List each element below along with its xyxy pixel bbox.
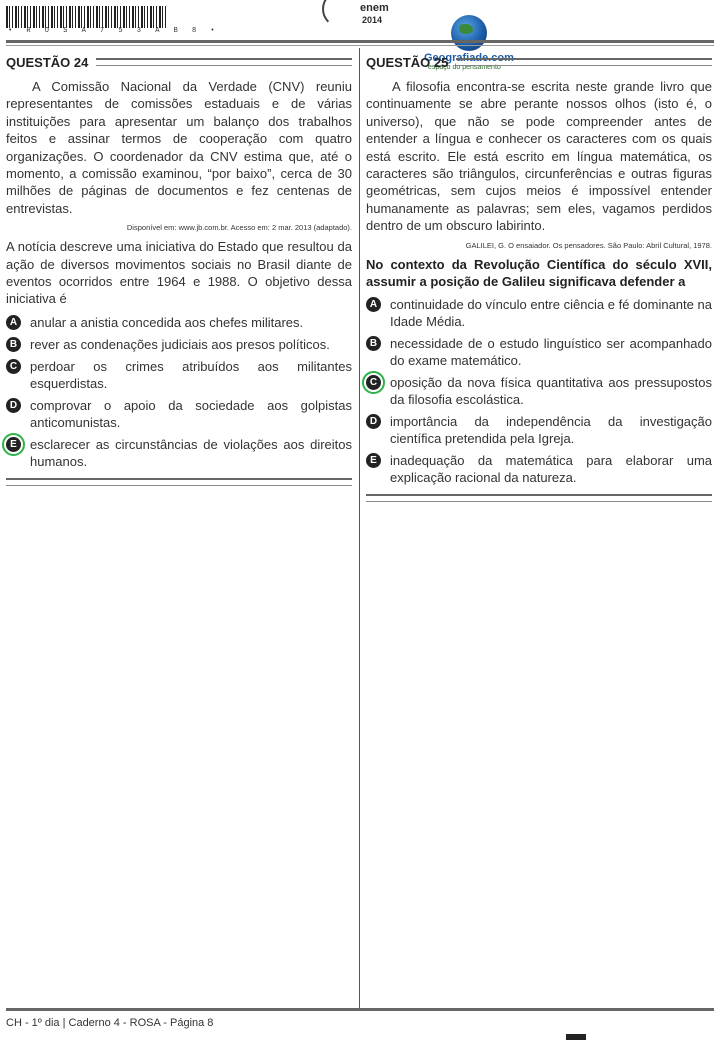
option-text: importância da independência da investigação científica pretendida pela Igreja.	[390, 414, 712, 447]
option-b[interactable]	[6, 336, 352, 353]
header-divider-thin	[6, 45, 714, 46]
header-rule	[96, 58, 352, 66]
option-b[interactable]	[366, 335, 712, 369]
question-source: Disponível em: www.jb.com.br. Acesso em: 2 mar. 2013 (adaptado).	[126, 223, 352, 233]
page-footer: CH - 1º dia | Caderno 4 - ROSA - Página 8	[6, 1017, 214, 1029]
watermark-site: Geografiade.com	[424, 52, 514, 64]
question-header	[6, 52, 352, 72]
option-c[interactable]	[366, 374, 712, 408]
question-24	[6, 52, 352, 486]
option-a[interactable]	[6, 314, 352, 331]
barcode	[6, 6, 166, 28]
footer-divider	[6, 1008, 714, 1011]
logo-year: 2014	[362, 15, 383, 25]
header-divider	[6, 40, 714, 43]
question-prompt: A notícia descreve uma iniciativa do Estado que resultou da ação de diversos movimentos sociais no Brasil diante de eventos ocorridos entre 1964 e 1988. O objetivo dessa iniciativa é	[6, 239, 352, 307]
option-text: comprovar o apoio da sociedade aos golpistas anticomunistas.	[30, 397, 352, 430]
end-rule	[366, 494, 712, 502]
watermark-tagline: espaço do pensamento	[428, 64, 501, 71]
answer-options	[6, 314, 352, 470]
option-letter: D	[366, 414, 381, 429]
answer-options	[366, 296, 712, 486]
logo-swirl-icon	[322, 0, 360, 28]
question-header	[366, 52, 712, 72]
option-text: perdoar os crimes atribuídos aos militantes esquerdistas.	[30, 358, 352, 391]
question-title: QUESTÃO 25	[366, 54, 449, 70]
option-e[interactable]	[6, 436, 352, 470]
option-c[interactable]	[6, 358, 352, 392]
end-rule	[6, 478, 352, 486]
option-text: necessidade de o estudo linguístico ser acompanhado do exame matemático.	[390, 336, 712, 369]
column-divider	[359, 48, 360, 1008]
question-text: A filosofia encontra-se escrita neste grande livro que continuamente se abre perante nossos olhos (isto é, o universo), que não se pode compreender antes de entender a língua e conhecer os caracteres com os quais está escrito. Ele está escrito em língua matemática, os caracteres são triângulos, circunferências e outras figuras geométricas, sem cujos meios é impossível entender humanamente as palavras; sem eles, vagamos perdidos dentro de um obscuro labirinto.	[366, 79, 712, 234]
question-title: QUESTÃO 24	[6, 54, 89, 70]
header-rule	[456, 58, 712, 66]
option-text: rever as condenações judiciais aos presos políticos.	[30, 336, 330, 352]
option-text: inadequação da matemática para elaborar uma explicação racional da natureza.	[390, 453, 712, 486]
enem-logo	[322, 0, 392, 30]
question-source: GALILEI, G. O ensaiador. Os pensadores. São Paulo: Abril Cultural, 1978.	[465, 240, 712, 250]
option-letter: D	[6, 398, 21, 413]
logo-text: enem	[360, 2, 389, 14]
option-text: anular a anistia concedida aos chefes militares.	[30, 314, 304, 330]
option-letter-marked: E	[6, 437, 21, 452]
option-text: oposição da nova física quantitativa aos pressupostos da filosofia escolástica.	[390, 375, 712, 408]
question-prompt: No contexto da Revolução Científica do século XVII, assumir a posição de Galileu significava defender a	[366, 256, 712, 290]
option-text: esclarecer as circunstâncias de violações aos direitos humanos.	[30, 436, 352, 469]
corner-mark	[566, 1034, 586, 1040]
option-d[interactable]	[6, 397, 352, 431]
option-d[interactable]	[366, 413, 712, 447]
question-text: A Comissão Nacional da Verdade (CNV) reuniu representantes de comissões estaduais e de várias instituições para apresentar um balanço dos trabalhos feitos e assinar termos de cooperação com quatro organizações. O coordenador da CNV estima que, até o momento, a comissão examinou, “por baixo”, cerca de 30 milhões de páginas de documentos e fez centenas de entrevistas.	[6, 79, 352, 216]
question-25	[366, 52, 712, 502]
option-letter: E	[366, 453, 381, 468]
option-letter: B	[6, 337, 21, 352]
option-letter: C	[6, 359, 21, 374]
option-letter: A	[366, 297, 381, 312]
option-letter: B	[366, 336, 381, 351]
option-letter: A	[6, 315, 21, 330]
barcode-text: • R O S A 7 5 3 A B 8 •	[8, 27, 220, 35]
option-a[interactable]	[366, 296, 712, 330]
option-e[interactable]	[366, 452, 712, 486]
option-text: continuidade do vínculo entre ciência e fé dominante na Idade Média.	[390, 297, 712, 330]
option-letter-marked: C	[366, 375, 381, 390]
